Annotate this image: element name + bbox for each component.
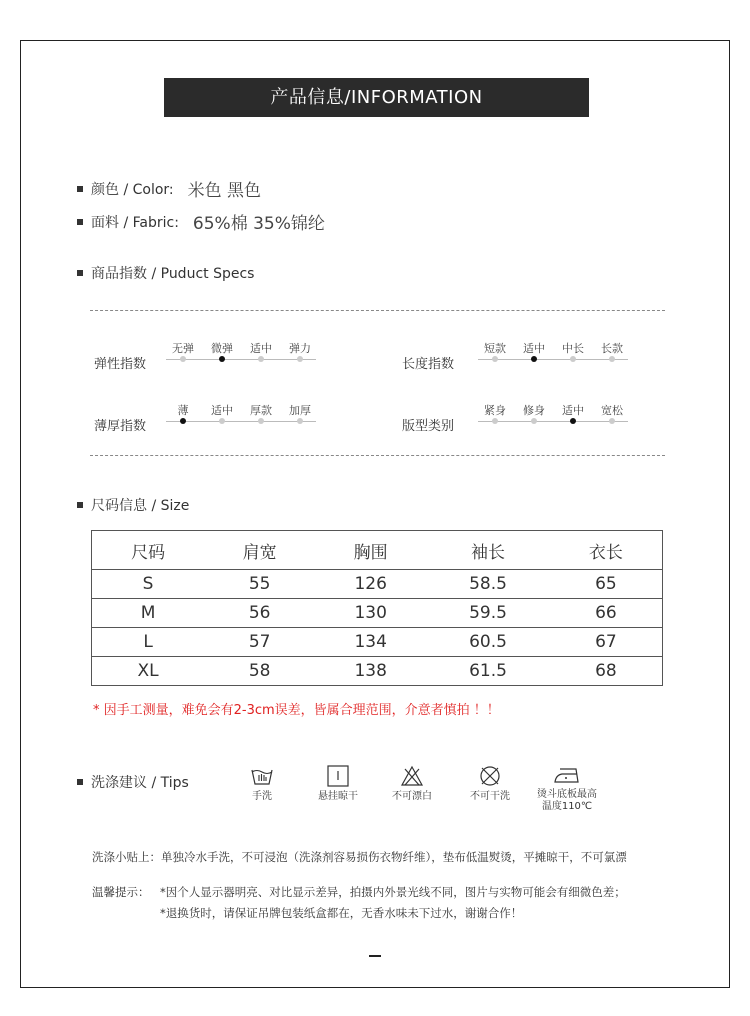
- scale-dot: [492, 418, 498, 424]
- scale-option-label: 中长: [562, 342, 584, 355]
- no-dry-clean-icon: [477, 764, 503, 788]
- length-scale: [478, 340, 628, 380]
- fabric-row: [77, 209, 325, 234]
- scale-dot: [570, 356, 576, 362]
- care-no-dry-clean: [455, 764, 525, 803]
- thickness-scale: [166, 402, 316, 442]
- scale-selected-dot: [570, 418, 576, 424]
- size-cell: XL: [92, 657, 205, 686]
- specs-title-row: [77, 263, 254, 283]
- care-iron: [532, 764, 602, 813]
- sleeve-cell: 60.5: [426, 628, 550, 657]
- scale-option-label: 微弹: [211, 342, 233, 355]
- color-row: [77, 176, 261, 201]
- scale-option-label: 弹力: [289, 342, 311, 355]
- bullet-icon: [77, 502, 83, 508]
- length-cell: 66: [550, 599, 663, 628]
- hand-wash-icon: [249, 764, 275, 788]
- chest-cell: 126: [315, 570, 426, 599]
- scale-option-label: 短款: [484, 342, 506, 355]
- specs-title: 商品指数 / Puduct Specs: [91, 266, 255, 282]
- care-label: 不可干洗: [470, 791, 510, 802]
- care-hang-dry: [303, 764, 373, 803]
- length-cell: 68: [550, 657, 663, 686]
- sleeve-cell: 61.5: [426, 657, 550, 686]
- elasticity-scale: [166, 340, 316, 380]
- bullet-icon: [77, 270, 83, 276]
- length-cell: 67: [550, 628, 663, 657]
- length-label: 长度指数: [402, 357, 455, 372]
- no-bleach-icon: [399, 764, 425, 788]
- care-label: 手洗: [252, 791, 272, 802]
- chest-cell: 134: [315, 628, 426, 657]
- divider: [90, 455, 665, 456]
- color-value: 米色 黑色: [187, 181, 262, 201]
- shoulder-cell: 58: [204, 657, 315, 686]
- care-label: 悬挂晾干: [318, 791, 358, 802]
- care-label: 烫斗底板最高: [537, 789, 597, 800]
- notice-label: 温馨提示：: [92, 885, 150, 899]
- size-cell: M: [92, 599, 205, 628]
- table-row: [92, 599, 663, 628]
- shoulder-cell: 56: [204, 599, 315, 628]
- header-cell: 胸围: [315, 531, 426, 570]
- measurement-note: * 因手工测量，难免会有2-3cm误差，皆属合理范围，介意者慎拍 ！！: [93, 703, 500, 718]
- tips-title-row: [77, 772, 189, 792]
- shoulder-cell: 55: [204, 570, 315, 599]
- scale-option-label: 适中: [523, 342, 545, 355]
- header-cell: 衣长: [550, 531, 663, 570]
- scale-option-label: 紧身: [484, 404, 506, 417]
- header-cell: 肩宽: [204, 531, 315, 570]
- scale-dot: [297, 356, 303, 362]
- divider: [90, 310, 665, 311]
- size-title: 尺码信息 / Size: [91, 498, 190, 514]
- scale-selected-dot: [219, 356, 225, 362]
- end-mark: [369, 955, 381, 957]
- size-cell: L: [92, 628, 205, 657]
- scale-dot: [219, 418, 225, 424]
- scale-option-label: 厚款: [250, 404, 272, 417]
- color-label: 颜色 / Color:: [91, 181, 174, 198]
- notice-line-1: *因个人显示器明亮、对比显示差异，拍摄内外景光线不同，图片与实物可能会有细微色差；: [160, 885, 626, 899]
- elasticity-label: 弹性指数: [94, 357, 147, 372]
- scale-option-label: 适中: [211, 404, 233, 417]
- notice-line-2: *退换货时，请保证吊牌包装纸盒都在，无香水味未下过水，谢谢合作！: [160, 906, 523, 920]
- scale-dot: [609, 356, 615, 362]
- scale-option-label: 薄: [177, 404, 189, 417]
- fit-scale: [478, 402, 628, 442]
- scale-line: [478, 359, 628, 360]
- scale-option-label: 修身: [523, 404, 545, 417]
- scale-option-label: 无弹: [172, 342, 194, 355]
- fit-label: 版型类别: [402, 419, 455, 434]
- bullet-icon: [77, 779, 83, 785]
- sleeve-cell: 59.5: [426, 599, 550, 628]
- table-row: [92, 628, 663, 657]
- scale-line: [478, 421, 628, 422]
- care-label: 不可漂白: [392, 791, 432, 802]
- size-cell: S: [92, 570, 205, 599]
- scale-option-label: 加厚: [289, 404, 311, 417]
- header-cell: 袖长: [426, 531, 550, 570]
- wash-tip: 洗涤小贴上：单独冷水手洗，不可浸泡（洗涤剂容易损伤衣物纤维），垫布低温熨烫，平摊晾干，不可氯漂: [92, 850, 627, 864]
- size-table: [91, 530, 663, 686]
- chest-cell: 130: [315, 599, 426, 628]
- scale-dot: [297, 418, 303, 424]
- care-hand-wash: [227, 764, 297, 803]
- shoulder-cell: 57: [204, 628, 315, 657]
- scale-dot: [609, 418, 615, 424]
- info-banner: 产品信息/INFORMATION: [164, 78, 589, 117]
- fabric-value: 65%棉 35%锦纶: [192, 214, 325, 234]
- care-no-bleach: [377, 764, 447, 803]
- bullet-icon: [77, 186, 83, 192]
- scale-selected-dot: [531, 356, 537, 362]
- scale-selected-dot: [180, 418, 186, 424]
- header-cell: 尺码: [92, 531, 205, 570]
- scale-option-label: 宽松: [601, 404, 623, 417]
- size-title-row: [77, 495, 189, 515]
- scale-option-label: 长款: [601, 342, 623, 355]
- size-table-header: [92, 531, 663, 570]
- tips-title: 洗涤建议 / Tips: [91, 775, 189, 791]
- bullet-icon: [77, 219, 83, 225]
- thickness-label: 薄厚指数: [94, 419, 147, 434]
- scale-dot: [492, 356, 498, 362]
- scale-dot: [531, 418, 537, 424]
- fabric-label: 面料 / Fabric:: [91, 214, 179, 231]
- table-row: [92, 657, 663, 686]
- scale-dot: [180, 356, 186, 362]
- scale-dot: [258, 356, 264, 362]
- scale-dot: [258, 418, 264, 424]
- sleeve-cell: 58.5: [426, 570, 550, 599]
- scale-option-label: 适中: [562, 404, 584, 417]
- scale-line: [166, 421, 316, 422]
- chest-cell: 138: [315, 657, 426, 686]
- care-label-2: 温度110℃: [541, 801, 593, 812]
- scale-line: [166, 359, 316, 360]
- scale-option-label: 适中: [250, 342, 272, 355]
- hang-dry-icon: [325, 764, 351, 788]
- iron-icon: [552, 764, 582, 786]
- table-row: [92, 570, 663, 599]
- length-cell: 65: [550, 570, 663, 599]
